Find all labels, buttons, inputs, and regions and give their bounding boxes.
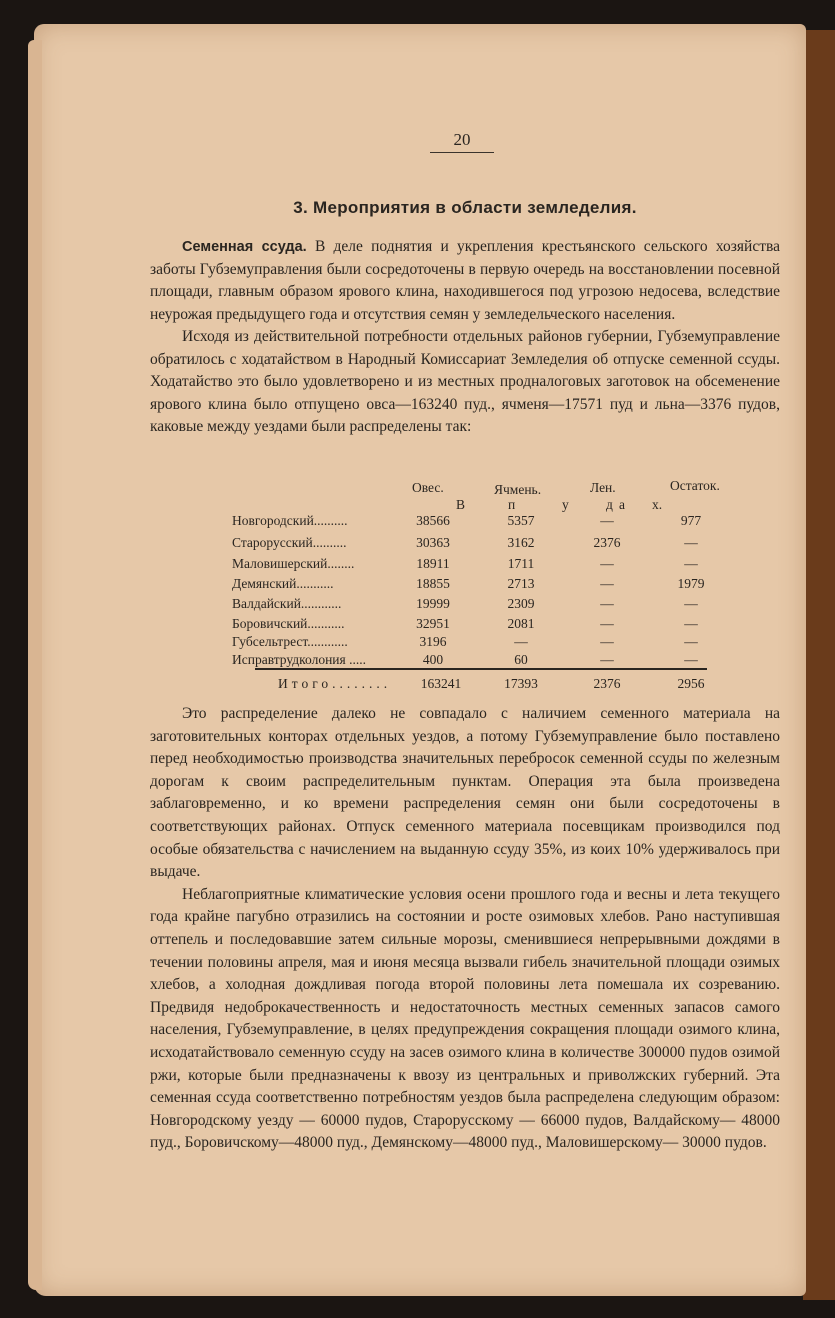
remainder-value: — [684, 634, 698, 649]
header-oats: Овес. [412, 480, 444, 495]
barley-value: 2309 [507, 596, 535, 611]
remainder-value: — [684, 652, 698, 667]
remainder-value: — [684, 556, 698, 571]
unit-letter: В [456, 497, 466, 512]
paragraph-lead: Семенная ссуда. [182, 239, 307, 255]
flax-value: — [600, 652, 614, 667]
flax-value: — [600, 576, 614, 591]
barley-value: 5357 [507, 513, 535, 528]
paragraph-winter-crops: Неблагоприятные климатические условия осени прошлого года и весны и лета текущего года крайне пагубно отразились на состоянии и росте озимовых хлебов. Рано наступившая оттепель и последовавшие затем сильные морозы, сменившиеся непрерывными дождями в течении половины апреля, мая и июня месяца вызвали гибель значительной площади озимых хлебов, а холодная дождливая погода второй половины лета помешала их созреванию. Предвидя недоброкачественность и недостаточность местных семенных запасов самого населения, Губземуправление, в целях предупреждения сокращения площади озимого клина, исходатайствовало семенную ссуду на засев озимого клина в количестве 300000 пудов озимой ржи, которые были предназначены к ввозу из центральных и приволжских губерний. Эта семенная ссуда соответственно потребностям уездов была распределена следующим образом: Новгородскому уезду — 60000 пудов, Старорусскому — 66000 пудов, Валдайскому— 48000 пуд., Боровичскому—48000 пуд., Демянскому—48000 пуд., Маловишерскому— 30000 пудов. [150, 885, 780, 1152]
district-name: Губсельтрест............ [232, 634, 348, 649]
barley-value: 2713 [507, 576, 535, 591]
paragraph-distribution: Это распределение далеко не совпадало с наличием семенного материала на заготовительных конторах отдельных уездов, а потому Губземуправление было поставлено перед необходимостью производства значительных перебросок семенной ссуды по железным дорогам к своим распределительным пунктам. Операция эта была произведена заблаговременно, и ко времени распределения семян они были сосредоточены в соответствующих районах. Отпуск семенного материала посевщикам производился под особые обязательства с начислением на выданную ссуду 35%, из коих 10% удерживалось при выдаче. [150, 705, 780, 881]
oats-value: 3196 [419, 634, 447, 649]
barley-value: 2081 [507, 616, 535, 631]
oats-value: 19999 [416, 596, 450, 611]
oats-value: 18911 [416, 556, 450, 571]
remainder-value: — [684, 596, 698, 611]
district-name: Исправтрудколония ..... [232, 652, 366, 667]
paragraph-text: В деле поднятия и укрепления крестьянского сельского хозяйства заботы Губземуправления были сосредоточены в первую очередь на восстановлении посевной площади, главным образом ярового клина, находившегося под угрозою недосева, вследствие неурожая предыдущего года и отсутствия семян у земледельческого населения. [150, 238, 780, 323]
barley-value: 3162 [507, 535, 535, 550]
flax-value: — [600, 616, 614, 631]
district-name: Демянский........... [232, 576, 334, 591]
total-barley: 17393 [504, 676, 538, 691]
remainder-value: — [684, 535, 698, 550]
district-name: Маловишерский........ [232, 556, 355, 571]
paragraph-seed-loan [150, 236, 780, 326]
page-stack-edge [28, 40, 42, 1290]
unit-letter: д [606, 497, 613, 512]
adjacent-page-edge [803, 30, 835, 1300]
paragraph-petition: Исходя из действительной потребности отдельных районов губернии, Губземуправление обратилось с ходатайством в Народный Комиссариат Земледелия об отпуске семенной ссуды. Ходатайство это было удовлетворено и из местных продналоговых заготовок на обсеменение ярового клина было отпущено овса—163240 пуд., ячменя—17571 пуд и льна—3376 пудов, каковые между уездами были распределены так: [150, 328, 780, 435]
remainder-value: 1979 [677, 576, 705, 591]
unit-letter: п [508, 497, 516, 512]
remainder-value: 977 [680, 513, 702, 528]
remainder-value: — [684, 616, 698, 631]
oats-value: 30363 [416, 535, 450, 550]
header-barley: Ячмень. [494, 482, 542, 497]
unit-letter: х. [652, 497, 663, 512]
total-flax: 2376 [593, 676, 621, 691]
unit-letter: у [562, 497, 569, 512]
barley-value: 1711 [507, 556, 535, 571]
district-name: Новгородский.......... [232, 513, 348, 528]
total-oats: 163241 [420, 676, 462, 691]
flax-value: — [600, 513, 614, 528]
top-paragraphs [150, 236, 780, 439]
total-label: Итого........ [278, 676, 392, 691]
section-heading: 3. Мероприятия в области земледелия. [293, 198, 637, 217]
oats-value: 38566 [416, 513, 450, 528]
total-rule [255, 668, 707, 670]
flax-value: — [600, 634, 614, 649]
district-name: Боровичский........... [232, 616, 345, 631]
header-flax: Лен. [590, 480, 616, 495]
unit-letter: а [619, 497, 625, 512]
district-name: Валдайский............ [232, 596, 342, 611]
oats-value: 400 [422, 652, 444, 667]
oats-value: 32951 [416, 616, 450, 631]
barley-value: — [514, 634, 528, 649]
bottom-paragraphs [150, 703, 780, 1155]
flax-value: — [600, 596, 614, 611]
flax-value: — [600, 556, 614, 571]
header-remainder: Остаток. [670, 478, 720, 493]
district-name: Старорусский.......... [232, 535, 347, 550]
total-remainder: 2956 [677, 676, 705, 691]
barley-value: 60 [514, 652, 528, 667]
oats-value: 18855 [416, 576, 450, 591]
flax-value: 2376 [593, 535, 621, 550]
page-number: 20 [430, 130, 494, 153]
